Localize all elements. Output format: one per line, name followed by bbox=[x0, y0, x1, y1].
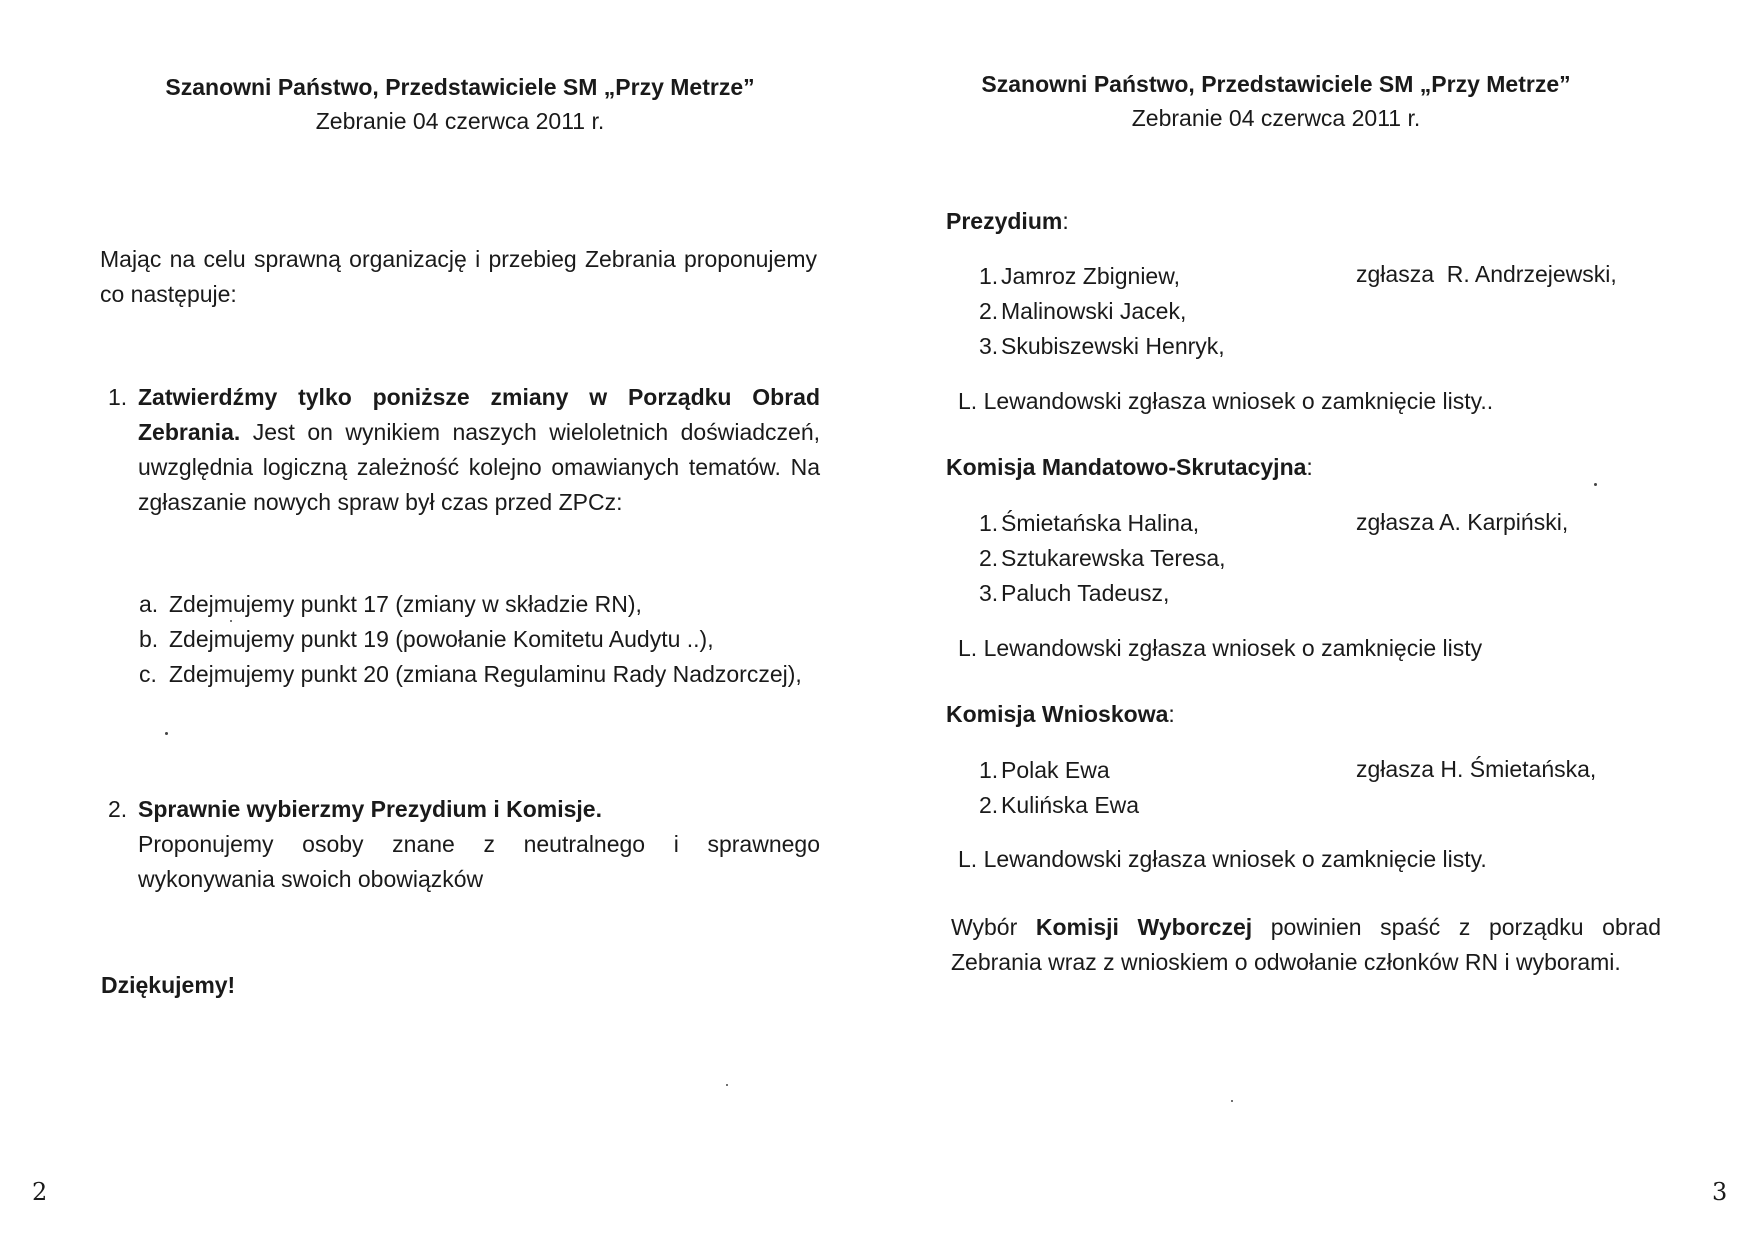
scan-speck bbox=[1594, 483, 1597, 486]
candidate-item: 1. Jamroz Zbigniew, bbox=[979, 263, 1180, 289]
page-header bbox=[100, 70, 820, 138]
thanks-text: Dziękujemy! bbox=[101, 972, 236, 998]
item-number: 2. bbox=[108, 796, 128, 822]
close-list-note: L. Lewandowski zgłasza wniosek o zamknięcie listy.. bbox=[958, 388, 1494, 414]
header-title: Szanowni Państwo, Przedstawiciele SM „Przy Metrze” bbox=[165, 74, 755, 100]
header-subtitle: Zebranie 04 czerwca 2011 r. bbox=[315, 108, 605, 134]
candidate-item: 3. Paluch Tadeusz, bbox=[979, 580, 1170, 606]
candidate-item: 2. Sztukarewska Teresa, bbox=[979, 545, 1226, 571]
item-text: Proponujemy osoby znane z neutralnego i sprawnego wykonywania swoich obowiązków bbox=[138, 831, 820, 892]
sub-item-letter: b. bbox=[139, 626, 159, 652]
sub-item-letter: a. bbox=[139, 591, 159, 617]
intro-paragraph: Mając na celu sprawną organizację i przebieg Zebrania proponujemy co następuje: bbox=[100, 246, 817, 307]
section-title-wnioskowa: Komisja Wnioskowa: bbox=[946, 701, 1175, 727]
scan-speck bbox=[165, 732, 168, 735]
page-number: 2 bbox=[32, 1178, 48, 1206]
candidate-item: 2. Malinowski Jacek, bbox=[979, 298, 1187, 324]
page-header bbox=[876, 67, 1676, 135]
header-title: Szanowni Państwo, Przedstawiciele SM „Przy Metrze” bbox=[981, 71, 1571, 97]
item-bold-text: Zatwierdźmy tylko poniższe zmiany w Porządku Obrad Zebrania. bbox=[138, 384, 820, 445]
nominator-text: zgłasza A. Karpiński, bbox=[1356, 509, 1569, 535]
closing-paragraph: Wybór Komisji Wyborczej powinien spaść z porządku obrad Zebrania wraz z wnioskiem o odwołanie członków RN i wyborami. bbox=[951, 914, 1662, 975]
scan-speck bbox=[1231, 1100, 1233, 1102]
candidate-item: 1. Polak Ewa bbox=[979, 757, 1110, 783]
left-page bbox=[0, 0, 876, 1240]
close-list-note: L. Lewandowski zgłasza wniosek o zamknięcie listy. bbox=[958, 846, 1487, 872]
item-body bbox=[138, 792, 820, 897]
sub-item-letter: c. bbox=[139, 661, 157, 687]
item-number: 1. bbox=[108, 384, 128, 410]
right-page bbox=[876, 0, 1753, 1240]
sub-item-text: Zdejmujemy punkt 20 (zmiana Regulaminu Rady Nadzorczej), bbox=[169, 661, 802, 687]
candidate-item: 2. Kulińska Ewa bbox=[979, 792, 1140, 818]
scan-speck bbox=[726, 1084, 728, 1086]
item-body bbox=[138, 380, 820, 520]
item-bold-text: Sprawnie wybierzmy Prezydium i Komisje. bbox=[138, 796, 602, 822]
section-title-mandatowo: Komisja Mandatowo-Skrutacyjna: bbox=[946, 454, 1313, 480]
nominator-text: zgłasza R. Andrzejewski, bbox=[1356, 261, 1617, 287]
close-list-note: L. Lewandowski zgłasza wniosek o zamknięcie listy bbox=[958, 635, 1483, 661]
nominator-text: zgłasza H. Śmietańska, bbox=[1356, 756, 1597, 782]
item-text: Jest on wynikiem naszych wieloletnich doświadczeń, uwzględnia logiczną zależność kolejno omawianych tematów. Na zgłaszanie nowych spraw był czas przed ZPCz: bbox=[138, 419, 820, 515]
scan-speck bbox=[230, 620, 232, 622]
sub-item-text: Zdejmujemy punkt 19 (powołanie Komitetu Audytu ..), bbox=[169, 626, 714, 652]
sub-item-text: Zdejmujemy punkt 17 (zmiany w składzie RN), bbox=[169, 591, 642, 617]
page-number: 3 bbox=[1712, 1178, 1728, 1206]
header-subtitle: Zebranie 04 czerwca 2011 r. bbox=[1131, 105, 1421, 131]
candidate-item: 1. Śmietańska Halina, bbox=[979, 510, 1200, 536]
section-title-prezydium: Prezydium: bbox=[946, 208, 1069, 234]
candidate-item: 3. Skubiszewski Henryk, bbox=[979, 333, 1225, 359]
